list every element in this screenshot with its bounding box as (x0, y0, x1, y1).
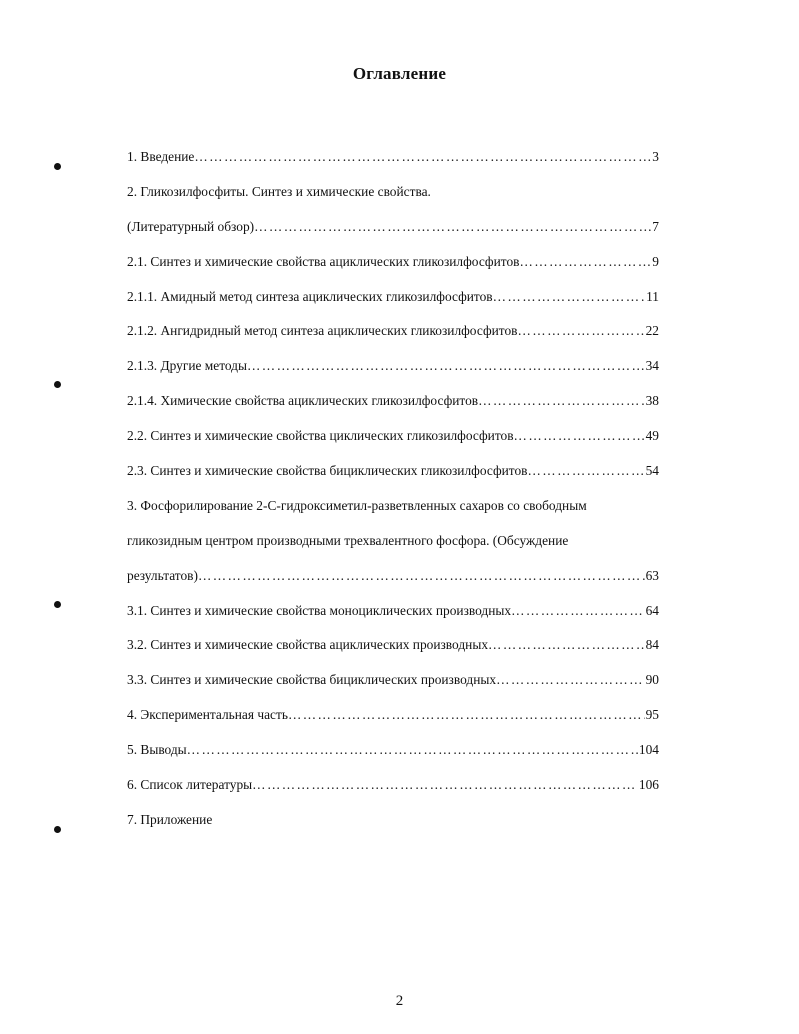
dot-leader (254, 210, 651, 245)
toc-page-number: 7 (652, 218, 659, 234)
toc-entry-text: результатов) (127, 567, 198, 583)
binding-hole-mark (54, 601, 61, 608)
toc-page-number: 49 (645, 428, 659, 444)
toc-entry (127, 140, 659, 175)
dot-leader (514, 419, 645, 454)
toc-entry (127, 175, 659, 210)
toc-entry-text: 2.1.3. Другие методы (127, 358, 247, 374)
toc-entry (127, 524, 659, 559)
toc-entry (127, 733, 659, 768)
toc-page-number: 22 (645, 323, 659, 339)
toc-entry-text: 4. Экспериментальная часть (127, 707, 288, 723)
toc-entry-text: 2.1.1. Амидный метод синтеза ациклических гликозилфосфитов (127, 288, 493, 304)
toc-entry-text: гликозидным центром производными трехвалентного фосфора. (Обсуждение (127, 532, 569, 548)
toc-entry-text: 2.1.4. Химические свойства ациклических гликозилфосфитов (127, 393, 479, 409)
toc-entry (127, 628, 659, 663)
dot-leader (488, 628, 645, 663)
table-of-contents (127, 140, 659, 838)
toc-page-number: 63 (645, 567, 659, 583)
toc-page-number: 84 (645, 637, 659, 653)
toc-entry-text: 3.1. Синтез и химические свойства моноциклических производных (127, 602, 512, 618)
toc-entry-text: 6. Список литературы (127, 777, 253, 793)
page-title: Оглавление (352, 64, 447, 83)
toc-page-number: 9 (652, 253, 659, 269)
toc-entry-text: 2.2. Синтез и химические свойства циклических гликозилфосфитов (127, 428, 514, 444)
toc-page-number: 106 (638, 777, 659, 793)
dot-leader (517, 314, 644, 349)
toc-entry (127, 454, 659, 489)
toc-entry (127, 768, 659, 803)
page-number: 2 (395, 993, 404, 1009)
dot-leader (493, 280, 645, 315)
toc-entry-text: 2. Гликозилфосфиты. Синтез и химические свойства. (127, 183, 431, 199)
dot-leader (496, 663, 645, 698)
toc-page-number: 104 (638, 742, 659, 758)
toc-entry (127, 384, 659, 419)
toc-page-number: 64 (645, 602, 659, 618)
binding-hole-mark (54, 163, 61, 170)
toc-entry (127, 210, 659, 245)
toc-entry (127, 698, 659, 733)
dot-leader (511, 594, 645, 629)
toc-page-number: 90 (645, 672, 659, 688)
toc-page-number: 11 (646, 288, 659, 304)
dot-leader (252, 768, 638, 803)
dot-leader (187, 733, 638, 768)
toc-entry (127, 245, 659, 280)
toc-page-number: 3 (652, 149, 659, 164)
toc-page-number: 95 (645, 707, 659, 723)
dot-leader (528, 454, 645, 489)
toc-entry (127, 594, 659, 629)
toc-entry-text: 3.2. Синтез и химические свойства ациклических производных (127, 637, 489, 653)
toc-entry-text: 3. Фосфорилирование 2-С-гидроксиметил-разветвленных сахаров со свободным (127, 497, 587, 513)
toc-entry-text: 5. Выводы (127, 742, 187, 758)
toc-page-number: 38 (645, 393, 659, 409)
dot-leader (247, 349, 645, 384)
dot-leader (478, 384, 645, 419)
toc-entry (127, 663, 659, 698)
toc-entry-text: 2.3. Синтез и химические свойства бициклических гликозилфосфитов (127, 463, 528, 479)
binding-hole-mark (54, 826, 61, 833)
toc-page-number: 34 (645, 358, 659, 374)
toc-entry-text: 1. Введение (127, 149, 195, 164)
toc-entry (127, 559, 659, 594)
toc-entry (127, 314, 659, 349)
dot-leader (194, 140, 651, 175)
toc-entry-text: 2.1. Синтез и химические свойства ациклических гликозилфосфитов (127, 253, 520, 269)
toc-entry-text: 7. Приложение (127, 811, 213, 827)
toc-page-number: 54 (645, 463, 659, 479)
dot-leader (519, 245, 651, 280)
toc-entry (127, 280, 659, 315)
dot-leader (198, 559, 645, 594)
toc-entry (127, 349, 659, 384)
toc-entry-text: 3.3. Синтез и химические свойства бициклических производных (127, 672, 497, 688)
binding-hole-mark (54, 381, 61, 388)
dot-leader (288, 698, 645, 733)
toc-entry-text: (Литературный обзор) (127, 218, 255, 234)
toc-entry (127, 489, 659, 524)
toc-entry-text: 2.1.2. Ангидридный метод синтеза ациклических гликозилфосфитов (127, 323, 518, 339)
toc-entry (127, 803, 659, 838)
toc-entry (127, 419, 659, 454)
